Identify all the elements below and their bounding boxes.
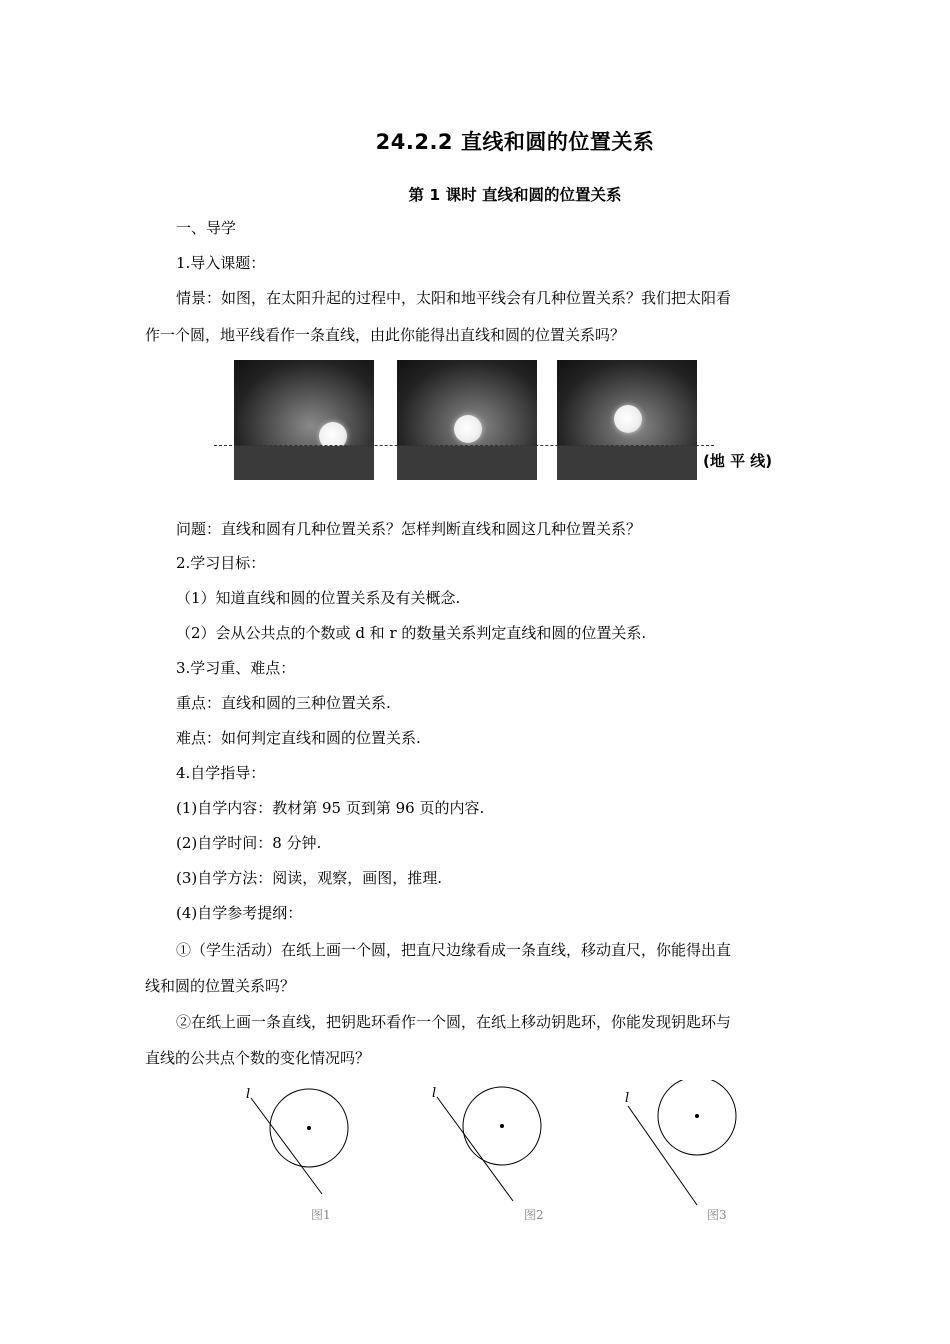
horizon-label: (地 平 线) (703, 452, 773, 470)
horizon-dashed-line (214, 445, 714, 446)
ground-3 (557, 446, 697, 480)
figure-1-secant (246, 1087, 348, 1222)
figure-1-line (251, 1098, 322, 1194)
difficult-point: 难点：如何判定直线和圆的位置关系. (176, 729, 421, 747)
sun-circle-2 (454, 415, 482, 443)
figure-1-center (307, 1126, 311, 1130)
line-circle-diagrams (0, 1080, 950, 1230)
figure-2-caption: 图2 (524, 1208, 544, 1222)
sunrise-photo-strip (214, 360, 774, 482)
activity-2-line-2: 直线的公共点个数的变化情况吗？ (145, 1049, 371, 1067)
figure-3-separate (625, 1080, 736, 1222)
figure-2-line (437, 1097, 513, 1201)
study-outline-heading: (4)自学参考提纲： (176, 904, 303, 922)
lesson-subtitle: 第 1 课时 直线和圆的位置关系 (408, 186, 622, 204)
scenario-text-line-1: 情景：如图，在太阳升起的过程中，太阳和地平线会有几种位置关系？我们把太阳看 (176, 289, 732, 307)
figure-2-line-label: l (432, 1086, 437, 1101)
item-self-study-guide: 4.自学指导： (176, 764, 266, 782)
figure-3-caption: 图3 (707, 1208, 727, 1222)
sunrise-photo-3 (557, 360, 697, 480)
figure-3-center (695, 1114, 699, 1118)
ground-1 (234, 446, 374, 480)
study-method: (3)自学方法：阅读，观察，画图，推理. (176, 869, 443, 887)
item-intro-topic: 1.导入课题： (176, 254, 266, 272)
sunrise-photo-1 (234, 360, 374, 480)
sunrise-photo-2 (397, 360, 537, 480)
figure-2-center (500, 1124, 504, 1128)
page-title: 24.2.2 直线和圆的位置关系 (375, 130, 655, 154)
key-point: 重点：直线和圆的三种位置关系. (176, 694, 391, 712)
item-learning-goals: 2.学习目标： (176, 554, 266, 572)
item-key-points: 3.学习重、难点： (176, 659, 296, 677)
question-text: 问题：直线和圆有几种位置关系？怎样判断直线和圆这几种位置关系？ (176, 520, 642, 538)
ground-2 (397, 446, 537, 480)
figure-2-tangent (432, 1086, 544, 1222)
section-heading-guide: 一、导学 (176, 219, 237, 237)
study-content: (1)自学内容：教材第 95 页到第 96 页的内容. (176, 799, 485, 817)
goal-1: （1）知道直线和圆的位置关系及有关概念. (176, 589, 461, 607)
figure-1-caption: 图1 (311, 1208, 331, 1222)
figure-3-line (628, 1106, 697, 1205)
activity-1-line-2: 线和圆的位置关系吗？ (145, 977, 296, 995)
figure-3-line-label: l (625, 1091, 630, 1106)
figure-1-line-label: l (246, 1087, 251, 1102)
scenario-text-line-2: 作一个圆，地平线看作一条直线，由此你能得出直线和圆的位置关系吗？ (145, 326, 626, 344)
activity-1-line-1: ①（学生活动）在纸上画一个圆，把直尺边缘看成一条直线，移动直尺，你能得出直 (176, 941, 732, 959)
study-time: (2)自学时间：8 分钟. (176, 834, 322, 852)
goal-2: （2）会从公共点的个数或 d 和 r 的数量关系判定直线和圆的位置关系. (176, 624, 647, 642)
sun-circle-3 (614, 405, 642, 433)
activity-2-line-1: ②在纸上画一条直线，把钥匙环看作一个圆，在纸上移动钥匙环，你能发现钥匙环与 (176, 1013, 732, 1031)
